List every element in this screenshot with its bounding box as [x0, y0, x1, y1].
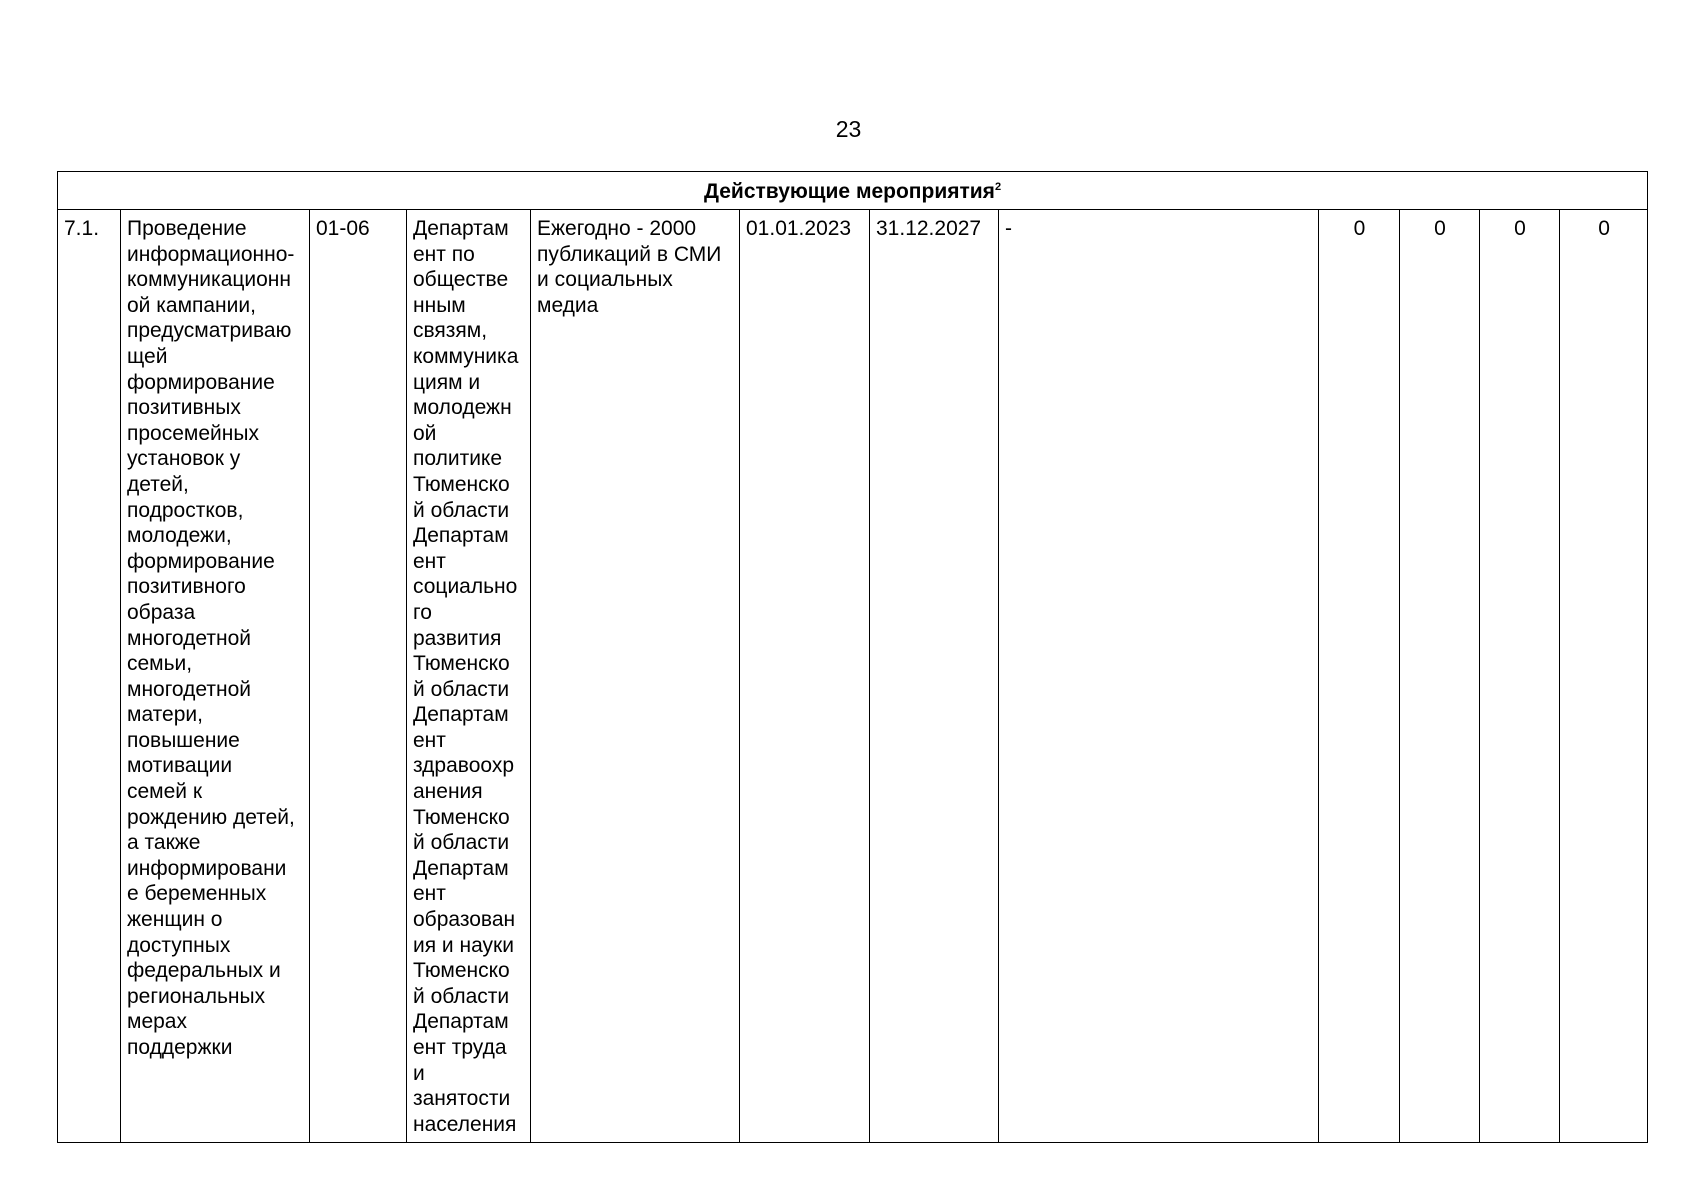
result-line: медиа: [537, 293, 599, 317]
measure-executor: [407, 210, 531, 1143]
executor-line: анения: [413, 780, 483, 804]
description-line: информационно-: [127, 242, 295, 266]
description-line: предусматриваю: [127, 319, 292, 343]
description-line: многодетной: [127, 626, 251, 650]
measure-executor-text: [413, 216, 525, 1137]
description-line: повышение: [127, 728, 240, 752]
measure-description-text: [127, 216, 304, 1061]
executor-line: Департам: [413, 856, 509, 880]
description-line: ой кампании,: [127, 293, 256, 317]
row-index: 7.1.: [58, 210, 121, 1143]
description-line: молодежи,: [127, 524, 232, 548]
executor-line: занятости: [413, 1087, 511, 1111]
section-header-row: [58, 172, 1648, 210]
executor-line: развития: [413, 626, 502, 650]
measure-result: [531, 210, 740, 1143]
executor-line: связям,: [413, 319, 488, 343]
executor-line: го: [413, 600, 432, 624]
executor-line: образован: [413, 908, 516, 932]
result-line: публикаций в СМИ: [537, 242, 722, 266]
executor-line: Тюменско: [413, 959, 510, 983]
executor-line: здравоохр: [413, 754, 515, 778]
description-line: мерах: [127, 1010, 187, 1034]
measure-description: [121, 210, 310, 1143]
executor-line: ент: [413, 882, 446, 906]
executor-line: ия и науки: [413, 933, 514, 957]
description-line: просемейных: [127, 421, 259, 445]
executor-line: ой: [413, 421, 437, 445]
description-line: многодетной: [127, 677, 251, 701]
executor-line: и: [413, 1061, 425, 1085]
value-cell-3: 0: [1480, 210, 1560, 1143]
measure-code: 01-06: [310, 210, 407, 1143]
description-line: федеральных и: [127, 959, 281, 983]
executor-line: Департам: [413, 1010, 509, 1034]
executor-line: ент труда: [413, 1036, 507, 1059]
executor-line: ент по: [413, 242, 475, 266]
end-date: 31.12.2027: [870, 210, 999, 1143]
description-line: региональных: [127, 984, 266, 1008]
executor-line: Департам: [413, 217, 509, 240]
executor-line: нным: [413, 293, 466, 317]
description-line: образа: [127, 600, 196, 624]
executor-line: обществе: [413, 268, 509, 292]
executor-line: Департам: [413, 703, 509, 727]
description-line: информировани: [127, 856, 287, 880]
description-line: доступных: [127, 933, 231, 957]
page-number: 23: [835, 116, 862, 142]
executor-line: социально: [413, 575, 518, 599]
executor-line: Тюменско: [413, 805, 510, 829]
executor-line: ент: [413, 728, 446, 752]
executor-line: Тюменско: [413, 652, 510, 676]
measures-table: [57, 171, 1648, 1143]
description-line: позитивного: [127, 575, 246, 599]
description-line: щей: [127, 344, 168, 368]
executor-line: Департам: [413, 524, 509, 548]
executor-line: й области: [413, 984, 510, 1008]
description-line: матери,: [127, 703, 203, 727]
value-cell-2: 0: [1400, 210, 1480, 1143]
value-cell-1: 0: [1319, 210, 1400, 1143]
executor-line: й области: [413, 831, 510, 855]
description-line: позитивных: [127, 396, 241, 420]
table-row: [58, 210, 1648, 1143]
description-line: семьи,: [127, 652, 193, 676]
description-line: коммуникационн: [127, 268, 292, 292]
description-line: поддержки: [127, 1036, 233, 1059]
result-line: Ежегодно - 2000: [537, 217, 697, 240]
result-line: и социальных: [537, 268, 673, 292]
executor-line: коммуника: [413, 344, 519, 368]
description-line: подростков,: [127, 498, 244, 522]
description-line: е беременных: [127, 882, 267, 906]
section-title: Действующие мероприятия: [704, 180, 995, 204]
description-line: рождению детей,: [127, 805, 295, 829]
description-line: формирование: [127, 370, 275, 394]
executor-line: политике: [413, 447, 503, 471]
description-line: Проведение: [127, 217, 247, 240]
description-line: формирование: [127, 549, 275, 573]
executor-line: й области: [413, 677, 510, 701]
description-line: установок у: [127, 447, 241, 471]
executor-line: Тюменско: [413, 472, 510, 496]
section-footnote-marker: 2: [994, 181, 1002, 194]
start-date: 01.01.2023: [740, 210, 870, 1143]
value-cell-4: 0: [1560, 210, 1648, 1143]
executor-line: молодежн: [413, 396, 512, 420]
description-line: женщин о: [127, 908, 223, 932]
executor-line: циям и: [413, 370, 481, 394]
description-line: детей,: [127, 472, 189, 496]
description-line: мотивации: [127, 754, 233, 778]
executor-line: й области: [413, 498, 510, 522]
measure-result-text: [537, 216, 734, 318]
description-line: а также: [127, 831, 201, 855]
measure-note: -: [999, 210, 1319, 1143]
description-line: семей к: [127, 780, 203, 804]
executor-line: ент: [413, 549, 446, 573]
section-title-cell: [58, 172, 1648, 210]
executor-line: населения: [413, 1112, 517, 1136]
